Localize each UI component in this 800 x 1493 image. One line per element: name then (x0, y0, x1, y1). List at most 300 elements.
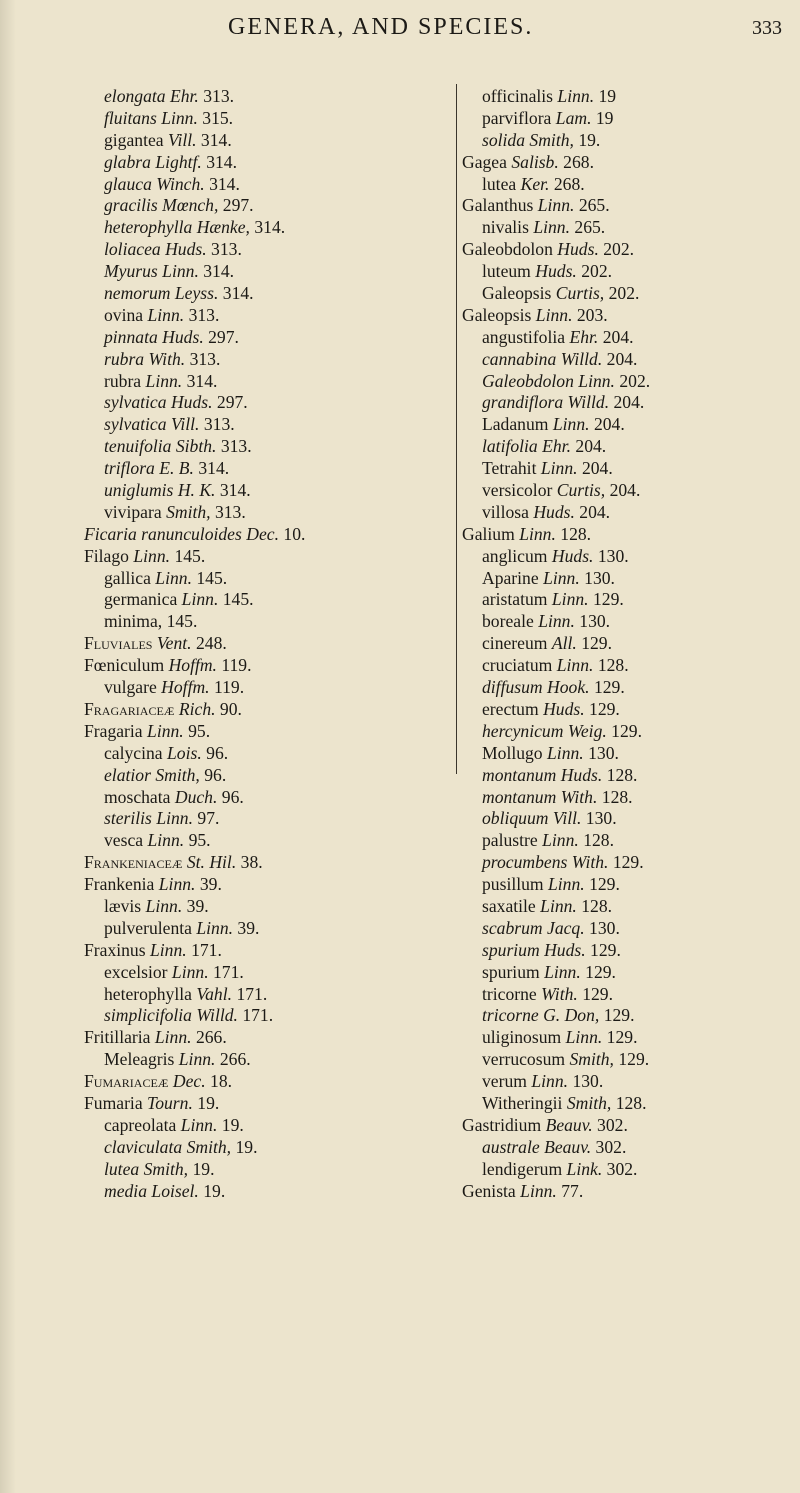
entry-page: 128. (615, 1092, 647, 1113)
entry-name: vulgare (104, 677, 157, 698)
entry-name: procumbens (482, 852, 568, 873)
entry-name: pusillum (482, 874, 544, 895)
entry-page: 129. (585, 961, 616, 982)
entry-page: 171. (242, 1005, 274, 1026)
index-entry (84, 568, 464, 590)
entry-authority: Linn. (149, 939, 187, 960)
index-entry (84, 174, 464, 196)
entry-page: 18. (210, 1071, 233, 1092)
entry-authority: With. (571, 852, 609, 873)
index-entry (462, 655, 800, 677)
entry-authority: Linn. (519, 523, 556, 544)
entry-authority: Linn. (540, 458, 578, 479)
entry-name: saxatile (482, 895, 536, 916)
entry-authority: Vill. (170, 414, 200, 435)
entry-authority: Linn. (145, 895, 183, 916)
entry-authority: With. (541, 983, 578, 1004)
entry-authority: Lois. (167, 742, 202, 763)
entry-name: cinereum (482, 633, 548, 654)
entry-page: 95. (188, 720, 211, 741)
entry-name: rubra (104, 370, 142, 391)
index-entry (462, 371, 800, 393)
entry-page: 145. (196, 567, 228, 588)
entry-page: 119. (213, 677, 245, 698)
index-entry (462, 458, 800, 480)
entry-authority: Smith, (166, 501, 211, 522)
entry-name: australe (482, 1136, 540, 1157)
index-entry (462, 984, 800, 1006)
entry-authority: Vahl. (196, 983, 233, 1004)
index-entry (462, 480, 800, 502)
entry-page: 313. (214, 501, 246, 522)
entry-page: 129. (581, 633, 612, 654)
entry-name: palustre (482, 830, 538, 851)
entry-page: 313. (203, 414, 235, 435)
index-entry (462, 1181, 800, 1203)
entry-name: verrucosum (482, 1049, 566, 1070)
index-entry (462, 108, 800, 130)
index-entry (462, 1093, 800, 1115)
entry-name: ovina (104, 304, 144, 325)
index-entry (84, 765, 464, 787)
entry-name: Galeobdolon (482, 370, 574, 391)
entry-page: 129. (606, 1027, 638, 1048)
entry-page: 19. (203, 1180, 226, 1201)
entry-name: simplicifolia (104, 1005, 192, 1026)
index-entry (84, 787, 464, 809)
index-entry (84, 1159, 464, 1181)
entry-name: heterophylla (104, 217, 193, 238)
entry-authority: Dec. (246, 523, 279, 544)
entry-page: 171. (191, 939, 222, 960)
entry-authority: Ehr. (169, 86, 199, 106)
entry-authority: Linn. (547, 742, 584, 763)
entry-authority: Linn. (557, 86, 595, 106)
entry-name: sylvatica (104, 414, 167, 435)
entry-name: tricorne (482, 1005, 539, 1026)
entry-name: uniglumis (104, 480, 174, 501)
index-entry (462, 677, 800, 699)
entry-name: Fritillaria (84, 1027, 151, 1048)
entry-name: Witheringii (482, 1092, 563, 1113)
entry-name: nemorum (104, 283, 171, 304)
entry-name: nivalis (482, 217, 529, 238)
running-head: GENERA, AND SPECIES. (228, 14, 534, 40)
entry-page: 297. (208, 326, 239, 347)
index-entry (84, 217, 464, 239)
entry-name: Fragaria (84, 720, 143, 741)
entry-authority: Linn. (133, 545, 171, 566)
entry-page: 96. (221, 786, 244, 807)
entry-page: 202. (603, 239, 635, 260)
entry-page: 19. (578, 129, 601, 150)
index-entry (84, 655, 464, 677)
index-column-right (462, 86, 800, 1202)
entry-page: 96. (204, 764, 227, 785)
entry-authority: Smith, (569, 1049, 614, 1070)
entry-authority: Hoffm. (161, 677, 210, 698)
entry-name: pinnata (104, 326, 158, 347)
entry-page: 204. (609, 480, 641, 501)
entry-authority: Linn. (537, 195, 575, 216)
entry-authority: Smith, (566, 1092, 612, 1113)
entry-page: 19. (197, 1092, 220, 1113)
index-entry (84, 305, 464, 327)
entry-page: 268. (553, 173, 585, 194)
index-entry (462, 808, 800, 830)
entry-authority: Smith, (529, 129, 574, 150)
entry-name: loliacea (104, 239, 161, 260)
index-entry (84, 743, 464, 765)
entry-page: 313. (203, 86, 235, 106)
entry-name: Galeopsis (482, 283, 552, 304)
entry-name: uliginosum (482, 1027, 562, 1048)
entry-name: spurium (482, 939, 540, 960)
index-entry (84, 984, 464, 1006)
entry-page: 265. (578, 195, 610, 216)
index-entry (462, 174, 800, 196)
entry-name: Mollugo (482, 742, 543, 763)
entry-authority: E. B. (159, 458, 194, 479)
entry-name: vivipara (104, 501, 162, 522)
entry-page: 265. (574, 217, 606, 238)
entry-page: 313. (188, 304, 220, 325)
entry-page: 204. (579, 501, 611, 522)
entry-authority: Linn. (533, 217, 570, 238)
index-entry (84, 1005, 464, 1027)
index-entry (84, 371, 464, 393)
entry-authority: Linn. (542, 830, 579, 851)
index-entry (462, 743, 800, 765)
entry-page: 314. (200, 129, 232, 150)
entry-page: 119. (221, 655, 252, 676)
entry-page: 128. (606, 764, 638, 785)
entry-authority: Linn. (196, 917, 234, 938)
entry-name: fluitans (104, 107, 157, 128)
entry-authority: Linn. (161, 107, 198, 128)
index-entry (84, 392, 464, 414)
entry-page: 171. (236, 983, 268, 1004)
entry-authority: Linn. (155, 567, 192, 588)
entry-page: 145. (166, 611, 198, 632)
index-entry (84, 1071, 464, 1093)
entry-page: 204. (606, 348, 638, 369)
entry-page: 302. (595, 1136, 627, 1157)
index-entry (84, 327, 464, 349)
entry-page: 204. (613, 392, 645, 413)
index-entry (84, 86, 464, 108)
index-entry (462, 852, 800, 874)
entry-name: Meleagris (104, 1049, 175, 1070)
entry-authority: Curtis, (556, 480, 606, 501)
entry-authority: Linn. (520, 1180, 557, 1201)
entry-name: glauca (104, 173, 152, 194)
entry-authority: Huds. (533, 501, 575, 522)
entry-page: 129. (603, 1005, 635, 1026)
entry-authority: Smith, (143, 1158, 189, 1179)
entry-name: lutea (482, 173, 517, 194)
entry-page: 39. (186, 895, 209, 916)
index-entry (84, 940, 464, 962)
entry-authority: Winch. (156, 173, 205, 194)
entry-page: 130. (597, 545, 629, 566)
entry-authority: Linn. (171, 961, 209, 982)
entry-page: 10. (283, 523, 306, 544)
index-entry (84, 239, 464, 261)
page-number: 333 (752, 17, 782, 39)
entry-authority: Duch. (174, 786, 218, 807)
index-entry (84, 721, 464, 743)
index-entry (462, 217, 800, 239)
entry-name: solida (482, 129, 526, 150)
entry-authority: Ker. (520, 173, 550, 194)
entry-authority: Lightf. (155, 151, 202, 172)
entry-authority: Mœnch, (162, 195, 219, 216)
entry-page: 313. (211, 239, 242, 260)
entry-name: scabrum (482, 917, 543, 938)
entry-page: 95. (188, 830, 211, 851)
entry-page: 315. (202, 107, 234, 128)
entry-page: 19 (598, 86, 617, 106)
entry-authority: Smith, (186, 1136, 232, 1157)
entry-page: 314. (219, 480, 251, 501)
index-entry (462, 1115, 800, 1137)
entry-authority: St. Hil. (186, 852, 237, 873)
index-entry (84, 962, 464, 984)
entry-authority: Linn. (178, 1049, 216, 1070)
entry-name: Aparine (482, 567, 539, 588)
entry-authority: With. (148, 348, 186, 369)
entry-name: rubra (104, 348, 145, 369)
index-entry (84, 283, 464, 305)
index-entry (84, 1115, 464, 1137)
index-entry (462, 546, 800, 568)
entry-page: 129. (589, 874, 620, 895)
index-entry (462, 918, 800, 940)
index-entry (84, 480, 464, 502)
index-entry (84, 436, 464, 458)
page-header (0, 14, 800, 54)
entry-authority: Linn. (180, 1114, 218, 1135)
entry-name: lendigerum (482, 1158, 563, 1179)
entry-authority: Linn. (181, 589, 219, 610)
entry-page: 171. (213, 961, 244, 982)
index-entry (462, 502, 800, 524)
entry-page: 204. (593, 414, 625, 435)
index-entry (84, 349, 464, 371)
entry-page: 314. (186, 370, 218, 391)
entry-name: gallica (104, 567, 151, 588)
entry-name: officinalis (482, 86, 554, 106)
entry-authority: Beauv. (545, 1114, 593, 1135)
entry-page: 202. (619, 370, 651, 391)
entry-name: anglicum (482, 545, 548, 566)
entry-page: 90. (219, 698, 242, 719)
entry-name: obliquum (482, 808, 549, 829)
entry-authority: Linn. (156, 808, 193, 829)
entry-name: calycina (104, 742, 163, 763)
entry-name: cannabina (482, 348, 557, 369)
entry-authority: Ehr. (542, 436, 571, 457)
index-entry (84, 1049, 464, 1071)
index-entry (84, 896, 464, 918)
entry-name: Fraxinus (84, 939, 146, 960)
entry-page: 202. (608, 283, 640, 304)
entry-authority: Hoffm. (168, 655, 217, 676)
entry-name: Galeopsis (462, 304, 532, 325)
entry-authority: Weig. (567, 720, 607, 741)
entry-page: 302. (606, 1158, 638, 1179)
entry-page: 145. (222, 589, 254, 610)
entry-name: cruciatum (482, 655, 553, 676)
entry-name: Galanthus (462, 195, 534, 216)
index-entry (84, 130, 464, 152)
entry-page: 313. (189, 348, 221, 369)
entry-authority: Smith, (155, 764, 200, 785)
entry-authority: Linn. (147, 720, 184, 741)
entry-authority: Willd. (196, 1005, 238, 1026)
index-entry (84, 874, 464, 896)
entry-page: 129. (593, 677, 625, 698)
entry-name: tricorne (482, 983, 537, 1004)
entry-name: Frankenia (84, 874, 155, 895)
entry-page: 314. (206, 151, 237, 172)
entry-page: 128. (560, 523, 592, 544)
index-entry (84, 152, 464, 174)
entry-name: elongata (104, 86, 166, 106)
index-entry (84, 589, 464, 611)
entry-name: vesca (104, 830, 144, 851)
index-entry (462, 1049, 800, 1071)
index-column-left (84, 86, 464, 1202)
index-entry (84, 502, 464, 524)
entry-authority: Linn. (548, 874, 585, 895)
index-entry (462, 327, 800, 349)
entry-name: capreolata (104, 1114, 177, 1135)
entry-authority: Vill. (168, 129, 197, 150)
entry-page: 129. (582, 983, 613, 1004)
entry-authority: With. (560, 786, 598, 807)
entry-authority: Linn. (578, 370, 615, 391)
entry-authority: Willd. (567, 392, 610, 413)
index-entry (462, 86, 800, 108)
entry-page: 129. (590, 939, 621, 960)
entry-name: sylvatica (104, 392, 167, 413)
entry-name: Filago (84, 545, 129, 566)
index-entry (84, 546, 464, 568)
entry-name: sterilis (104, 808, 152, 829)
entry-page: 128. (601, 786, 633, 807)
entry-authority: Linn. (147, 304, 185, 325)
entry-page: 77. (561, 1180, 584, 1201)
entry-authority: Linn. (552, 414, 590, 435)
index-entry (462, 940, 800, 962)
entry-page: 128. (581, 895, 613, 916)
entry-name: aristatum (482, 589, 548, 610)
entry-page: 130. (588, 742, 619, 763)
entry-name: grandiflora (482, 392, 564, 413)
entry-name: Gagea (462, 151, 507, 172)
entry-page: 130. (579, 611, 611, 632)
entry-name: glabra (104, 151, 151, 172)
index-entry (462, 1071, 800, 1093)
index-entry (462, 1137, 800, 1159)
entry-authority: Huds. (543, 698, 585, 719)
index-entry (462, 283, 800, 305)
entry-authority: Lam. (555, 107, 592, 128)
index-entry (462, 1027, 800, 1049)
index-entry (84, 458, 464, 480)
entry-page: 314. (222, 283, 254, 304)
index-entry (84, 611, 464, 633)
entry-page: 130. (584, 567, 615, 588)
entry-authority: Linn. (556, 655, 594, 676)
entry-page: 313. (220, 436, 252, 457)
entry-authority: Linn. (538, 611, 575, 632)
entry-authority: Curtis, (555, 283, 605, 304)
entry-name: pulverulenta (104, 917, 192, 938)
entry-page: 203. (576, 304, 608, 325)
entry-page: 248. (195, 633, 227, 654)
entry-name: heterophylla (104, 983, 192, 1004)
index-entry (462, 721, 800, 743)
entry-name: diffusum (482, 677, 543, 698)
entry-authority: Sibth. (175, 436, 217, 457)
index-entry (462, 787, 800, 809)
entry-authority: Jacq. (547, 917, 585, 938)
index-entry (462, 962, 800, 984)
entry-page: 129. (618, 1049, 650, 1070)
entry-name: Fumariaceæ (84, 1071, 169, 1092)
entry-page: 128. (597, 655, 629, 676)
entry-page: 130. (585, 808, 617, 829)
index-entry (462, 896, 800, 918)
entry-authority: Huds. (535, 261, 577, 282)
index-entry (84, 108, 464, 130)
entry-authority: Rich. (178, 698, 216, 719)
entry-name: media (104, 1180, 147, 1201)
entry-name: excelsior (104, 961, 168, 982)
index-entry (462, 436, 800, 458)
entry-name: Galeobdolon (462, 239, 553, 260)
entry-authority: Huds. (165, 239, 207, 260)
index-entry (462, 305, 800, 327)
index-entry (84, 699, 464, 721)
entry-name: Galium (462, 523, 515, 544)
entry-name: gigantea (104, 129, 164, 150)
index-entry (462, 1005, 800, 1027)
binding-gutter (0, 0, 16, 1493)
entry-page: 19. (192, 1158, 215, 1179)
entry-name: verum (482, 1071, 527, 1092)
entry-page: 19. (221, 1114, 244, 1135)
entry-page: 204. (581, 458, 613, 479)
index-entry (84, 261, 464, 283)
entry-page: 128. (583, 830, 614, 851)
entry-authority: All. (551, 633, 577, 654)
index-entry (84, 830, 464, 852)
index-entry (462, 589, 800, 611)
entry-authority: G. Don, (543, 1005, 600, 1026)
entry-authority: Linn. (544, 961, 581, 982)
entry-page: 129. (612, 852, 644, 873)
entry-authority: Leyss. (174, 283, 219, 304)
entry-name: gracilis (104, 195, 158, 216)
entry-name: montanum (482, 786, 557, 807)
entry-name: triflora (104, 458, 155, 479)
index-entry (462, 349, 800, 371)
entry-name: Genista (462, 1180, 516, 1201)
